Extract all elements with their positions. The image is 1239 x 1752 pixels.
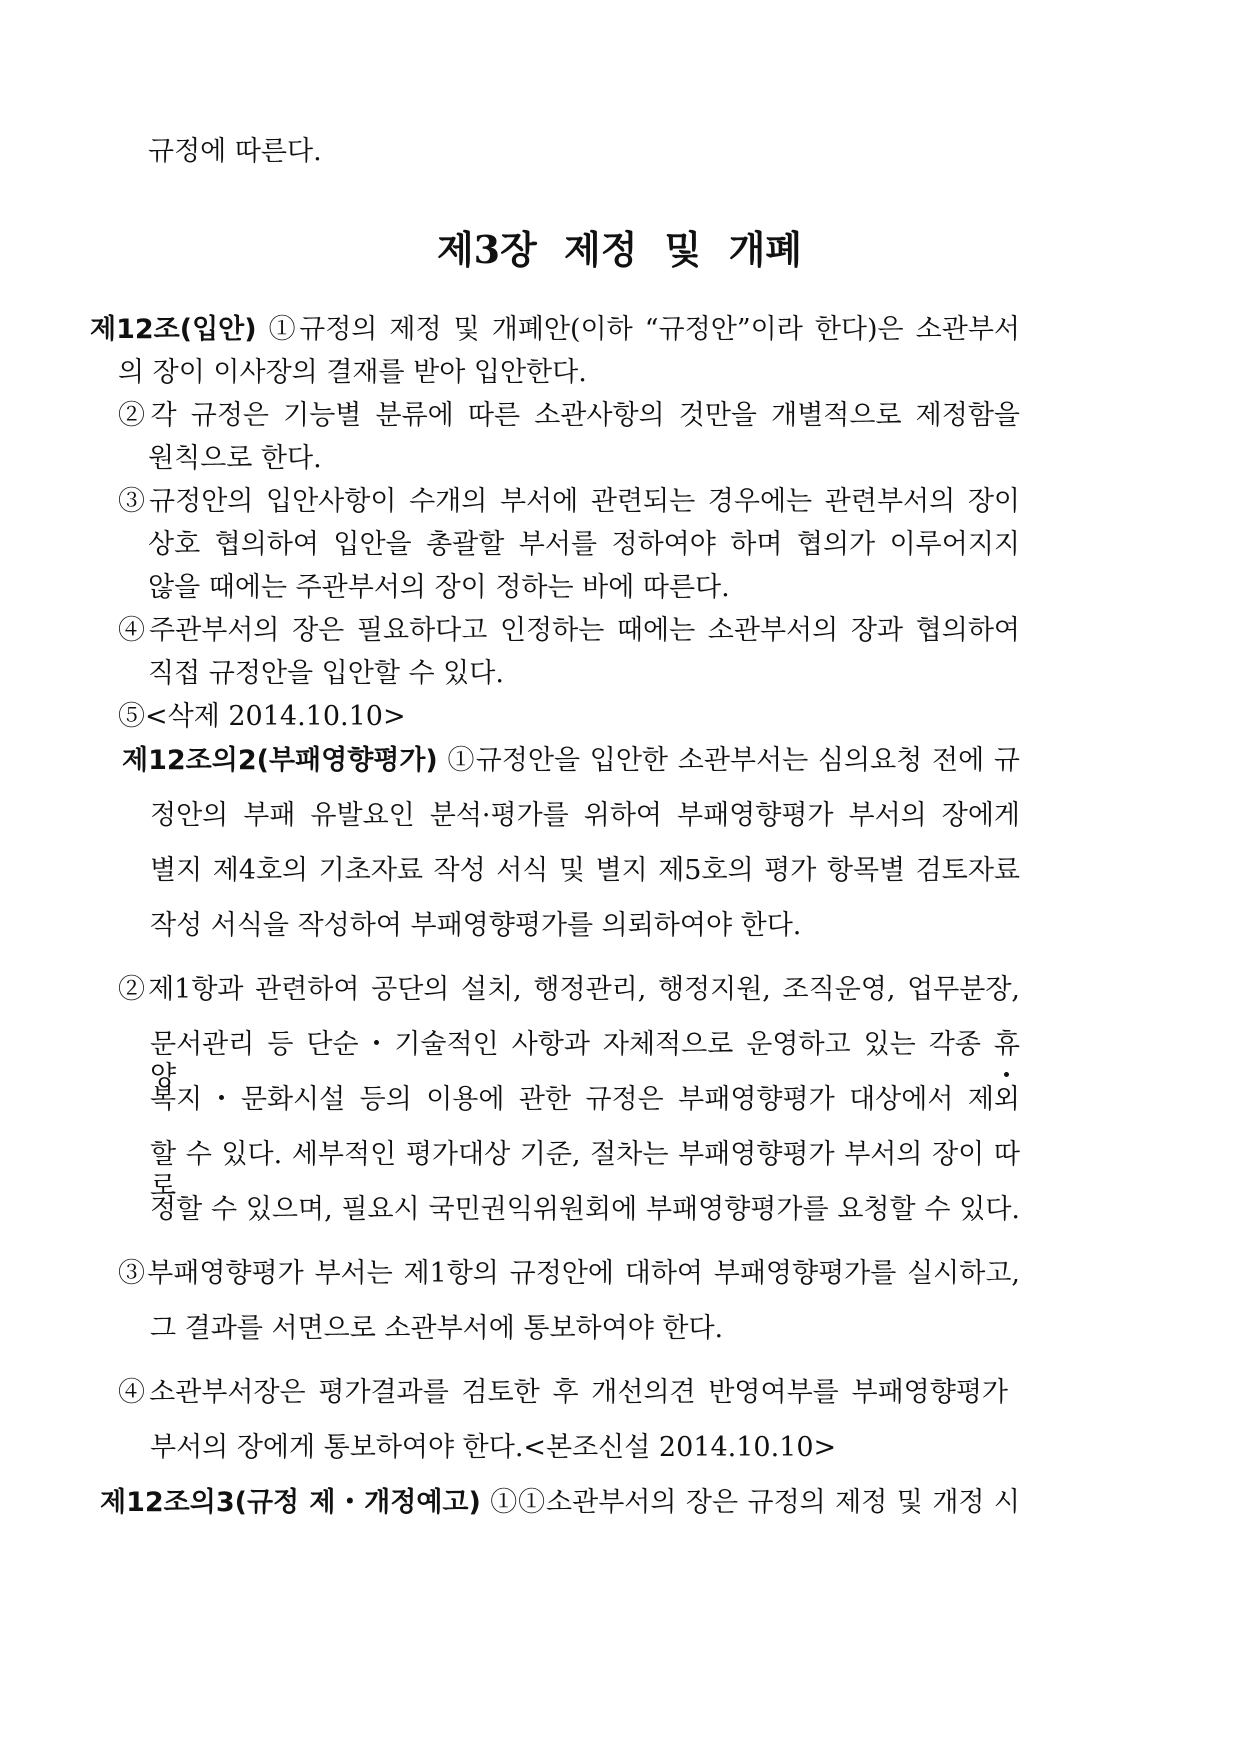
body-line: 규정에 따른다. — [148, 136, 322, 167]
chapter-title: 제3장 제정 및 개폐 — [436, 227, 803, 272]
body-line: ④소관부서장은 평가결과를 검토한 후 개선의견 반영여부를 부패영향평가 — [118, 1377, 1008, 1408]
body-line: 않을 때에는 주관부서의 장이 정하는 바에 따른다. — [148, 572, 730, 603]
body-line: ②제1항과 관련하여 공단의 설치, 행정관리, 행정지원, 조직운영, 업무분장, — [118, 974, 1020, 1005]
body-line: 부서의 장에게 통보하여야 한다.<본조신설 2014.10.10> — [150, 1432, 837, 1463]
article-12-text: ①규정의 제정 및 개폐안(이하 “규정안”이라 한다)은 소관부서 — [256, 314, 1020, 345]
body-line: 할 수 있다. 세부적인 평가대상 기준, 절차는 부패영향평가 부서의 장이 따로 — [150, 1139, 1020, 1202]
body-line: 정할 수 있으며, 필요시 국민권익위원회에 부패영향평가를 요청할 수 있다. — [150, 1194, 1020, 1225]
body-line: 그 결과를 서면으로 소관부서에 통보하여야 한다. — [150, 1313, 724, 1344]
article-12-2-text: ①규정안을 입안한 소관부서는 심의요청 전에 규 — [437, 745, 1020, 776]
body-line: ②각 규정은 기능별 분류에 따른 소관사항의 것만을 개별적으로 제정함을 — [118, 400, 1020, 431]
body-line: 별지 제4호의 기초자료 작성 서식 및 별지 제5호의 평가 항목별 검토자료 — [150, 855, 1020, 886]
article-12-2-first-line — [122, 745, 1020, 779]
body-line: 직접 규정안을 입안할 수 있다. — [148, 658, 504, 689]
body-line: ④주관부서의 장은 필요하다고 인정하는 때에는 소관부서의 장과 협의하여 — [118, 615, 1020, 646]
body-line: 문서관리 등 단순・기술적인 사항과 자체적으로 운영하고 있는 각종 휴양・ — [150, 1029, 1020, 1092]
body-line: ③부패영향평가 부서는 제1항의 규정안에 대하여 부패영향평가를 실시하고, — [118, 1258, 1020, 1289]
body-line: 복지・문화시설 등의 이용에 관한 규정은 부패영향평가 대상에서 제외 — [150, 1084, 1020, 1115]
body-line: 정안의 부패 유발요인 분석·평가를 위하여 부패영향평가 부서의 장에게 — [150, 800, 1020, 831]
article-12-3-heading: 제12조의3(규정 제・개정예고) — [100, 1487, 481, 1518]
article-12-3-first-line — [100, 1487, 1020, 1521]
body-line: ⑤<삭제 2014.10.10> — [118, 701, 406, 732]
body-line: 상호 협의하여 입안을 총괄할 부서를 정하여야 하며 협의가 이루어지지 — [148, 529, 1020, 560]
body-line: 의 장이 이사장의 결재를 받아 입안한다. — [118, 357, 587, 388]
article-12-first-line — [90, 314, 1020, 348]
body-line: ③규정안의 입안사항이 수개의 부서에 관련되는 경우에는 관련부서의 장이 — [118, 486, 1020, 517]
body-line: 원칙으로 한다. — [148, 443, 322, 474]
body-line: 작성 서식을 작성하여 부패영향평가를 의뢰하여야 한다. — [150, 910, 802, 941]
article-12-2-heading: 제12조의2(부패영향평가) — [122, 745, 438, 776]
article-12-3-text: ①①소관부서의 장은 규정의 제정 및 개정 시 — [480, 1487, 1021, 1518]
article-12-heading: 제12조(입안) — [90, 314, 257, 345]
